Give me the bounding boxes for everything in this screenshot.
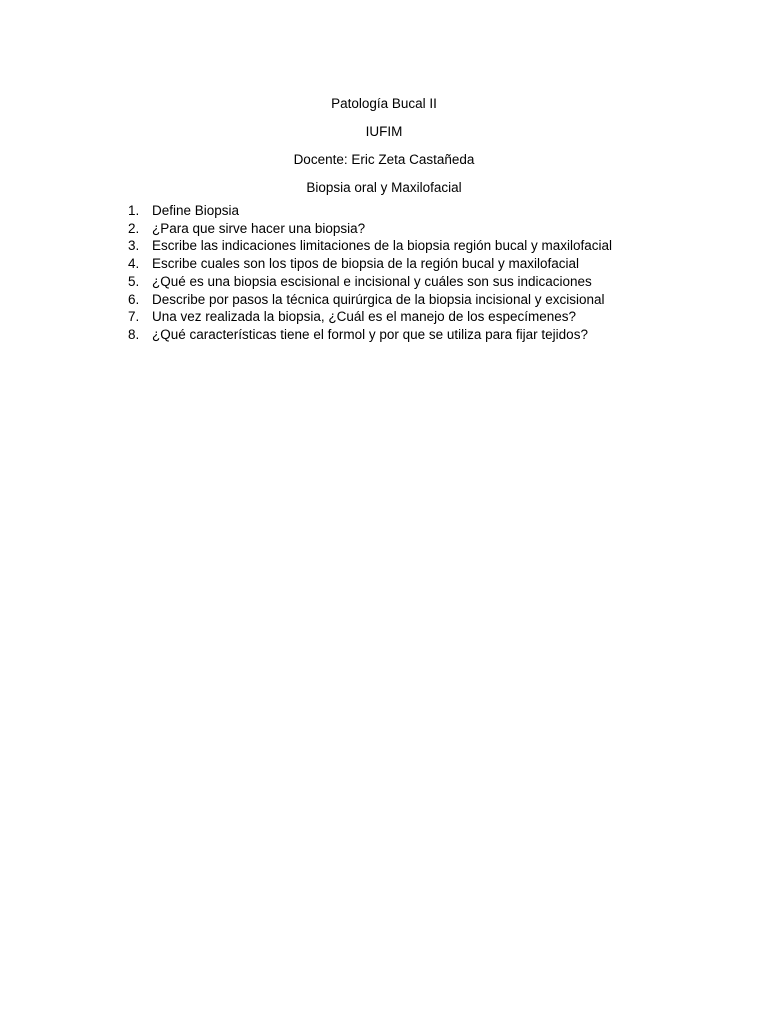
question-text: Una vez realizada la biopsia, ¿Cuál es el manejo de los especímenes? xyxy=(152,309,576,325)
list-item xyxy=(128,273,728,291)
question-number: 2. xyxy=(128,220,140,236)
question-number: 6. xyxy=(128,291,140,307)
question-text: Escribe las indicaciones limitaciones de la biopsia región bucal y maxilofacial xyxy=(152,238,612,254)
document-header xyxy=(0,90,768,202)
question-text: ¿Para que sirve hacer una biopsia? xyxy=(152,220,366,236)
list-item xyxy=(128,308,728,326)
question-number: 3. xyxy=(128,238,140,254)
list-item xyxy=(128,237,728,255)
course-title: Patología Bucal II xyxy=(331,96,437,111)
topic-title: Biopsia oral y Maxilofacial xyxy=(306,180,462,195)
question-number: 1. xyxy=(128,203,140,218)
question-text: Describe por pasos la técnica quirúrgica de la biopsia incisional y excisional xyxy=(152,291,605,307)
question-text: ¿Qué características tiene el formol y por que se utiliza para fijar tejidos? xyxy=(152,326,588,342)
question-list xyxy=(128,202,728,344)
teacher-name: Docente: Eric Zeta Castañeda xyxy=(293,152,475,167)
list-item xyxy=(128,202,728,220)
question-text: Escribe cuales son los tipos de biopsia de la región bucal y maxilofacial xyxy=(152,256,579,272)
list-item xyxy=(128,291,728,309)
question-number: 8. xyxy=(128,326,140,342)
list-item xyxy=(128,326,728,344)
question-text: ¿Qué es una biopsia escisional e incisional y cuáles son sus indicaciones xyxy=(152,273,592,289)
list-item xyxy=(128,255,728,273)
institution-name: IUFIM xyxy=(365,124,403,139)
list-item xyxy=(128,220,728,238)
question-number: 4. xyxy=(128,256,140,272)
question-number: 5. xyxy=(128,273,140,289)
question-text: Define Biopsia xyxy=(152,203,240,218)
question-number: 7. xyxy=(128,309,140,325)
